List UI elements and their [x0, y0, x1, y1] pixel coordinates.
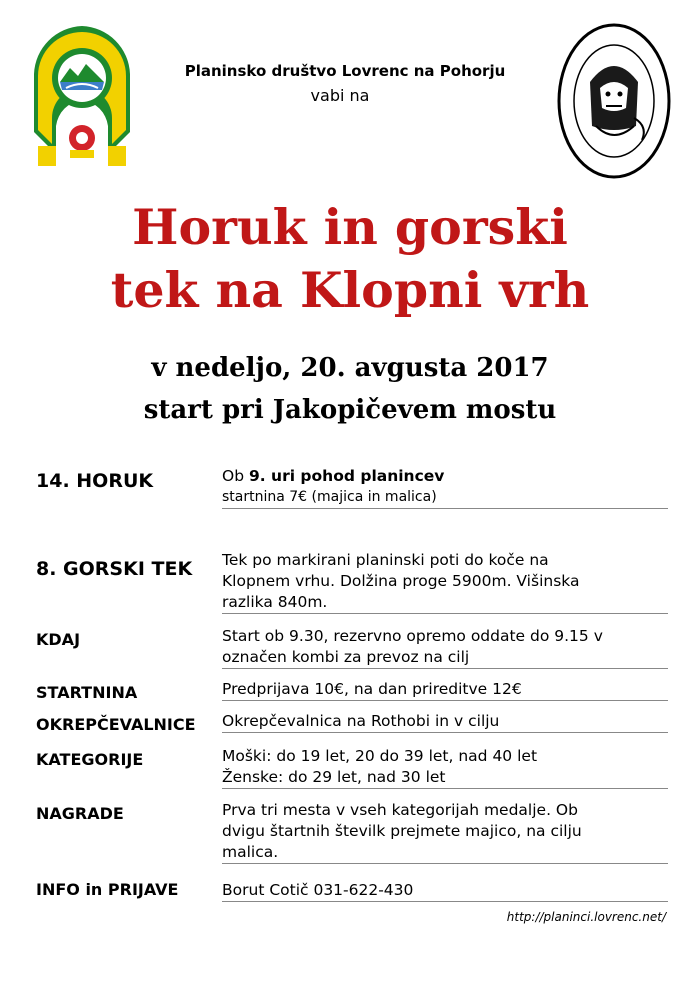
row-label: 8. GORSKI TEK [36, 558, 193, 580]
row-value-line: Prva tri mesta v vseh kategorijah medalje. Ob [222, 801, 578, 819]
row-value-line: Tek po markirani planinski poti do koče na [222, 551, 549, 569]
row-value [222, 880, 668, 902]
row-value [222, 746, 668, 789]
club-emblem-icon [30, 22, 134, 172]
row-value [222, 550, 668, 614]
row-value-line: Ženske: do 29 let, nad 30 let [222, 768, 446, 786]
row-value [222, 466, 668, 509]
row-label: OKREPČEVALNICE [36, 715, 196, 734]
row-value [222, 626, 668, 669]
row-label: KDAJ [36, 630, 81, 649]
event-date: v nedeljo, 20. avgusta 2017 [151, 353, 549, 383]
row-value-line: Borut Cotič 031-622-430 [222, 881, 414, 899]
organization-name: Planinsko društvo Lovrenc na Pohorju [184, 62, 506, 80]
jezernikovi-dnevi-logo [556, 22, 672, 180]
pd-lovrenc-na-pohorju-logo [30, 22, 134, 172]
row-label: INFO in PRIJAVE [36, 880, 179, 899]
row-value-line: Okrepčevalnica na Rothobi in v cilju [222, 712, 500, 730]
row-value-line: Predprijava 10€, na dan prireditve 12€ [222, 680, 522, 698]
row-label: NAGRADE [36, 804, 124, 823]
row-value-line: startnina 7€ (majica in malica) [222, 489, 437, 505]
event-title-line-1: Horuk in gorski [132, 198, 568, 256]
row-value-line [222, 466, 668, 487]
row-value [222, 711, 668, 733]
row-value-line: Moški: do 19 let, 20 do 39 let, nad 40 let [222, 747, 538, 765]
jezernik-face-icon [556, 22, 672, 180]
row-value-text: Ob [222, 467, 249, 485]
row-value [222, 800, 668, 864]
row-value-line: označen kombi za prevoz na cilj [222, 648, 470, 666]
row-value-line: malica. [222, 843, 279, 861]
invites-text: vabi na [310, 86, 370, 105]
event-start-location: start pri Jakopičevem mostu [143, 395, 557, 425]
row-value-line: Klopnem vrhu. Dolžina proge 5900m. Višinska [222, 572, 580, 590]
row-value-line: razlika 840m. [222, 593, 328, 611]
website-link[interactable]: http://planinci.lovrenc.net/ [506, 910, 666, 924]
row-label: KATEGORIJE [36, 750, 144, 769]
row-value-bold: 9. uri pohod planincev [248, 467, 445, 485]
row-label: 14. HORUK [36, 470, 154, 492]
row-label: STARTNINA [36, 683, 138, 702]
row-value-line: Start ob 9.30, rezervno opremo oddate do 9.15 v [222, 627, 603, 645]
row-value-line: dvigu štartnih številk prejmete majico, na cilju [222, 822, 582, 840]
event-title-line-2: tek na Klopni vrh [110, 261, 590, 319]
row-value [222, 679, 668, 701]
